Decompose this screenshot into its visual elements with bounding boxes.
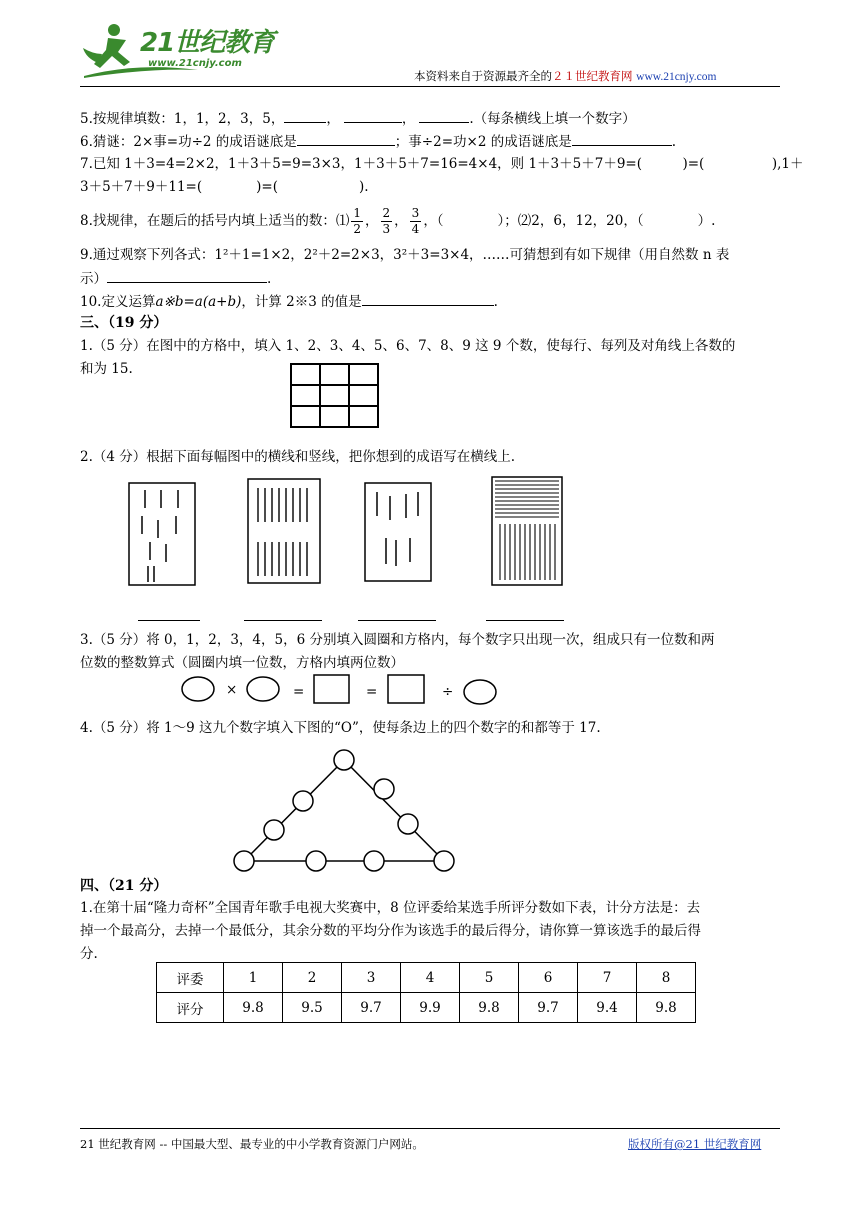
idiom-answer-line-2[interactable] [244, 620, 322, 621]
grid-cell[interactable] [291, 406, 320, 427]
table-cell: 6 [519, 963, 578, 993]
equation-circle-2 [247, 677, 279, 701]
idiom-figure-1 [128, 482, 196, 586]
grid-cell[interactable] [349, 406, 378, 427]
magic-square-grid[interactable] [290, 363, 379, 428]
s3q3-line2: 位数的整数算式（圆圈内填一位数，方格内填两位数） [80, 655, 404, 671]
triangle-diagram [228, 746, 462, 876]
footer-rule [80, 1128, 780, 1129]
logo [78, 18, 288, 80]
table-cell: 7 [578, 963, 637, 993]
q5: 5.按规律填数：1，1，2，3，5， ， ， .（每条横线上填一个数字） [80, 108, 636, 129]
triangle-node [234, 851, 254, 871]
table-cell: 9.8 [460, 993, 519, 1023]
table-cell: 1 [224, 963, 283, 993]
idiom-figure-3 [364, 482, 432, 582]
idiom-figure-4 [491, 476, 563, 586]
triangle-node [264, 820, 284, 840]
grid-cell[interactable] [349, 364, 378, 385]
grid-cell[interactable] [320, 364, 349, 385]
q8-fraction-3: $\frac{3}{4}$ [411, 206, 420, 236]
equals-sign-1: = [293, 684, 305, 700]
idiom-answer-line-3[interactable] [358, 620, 436, 621]
table-cell: 5 [460, 963, 519, 993]
s3q4: 4.（5 分）将 1～9 这九个数字填入下图的“O”，使每条边上的四个数字的和都等于 17. [80, 720, 601, 736]
q8-fraction-2: $\frac{2}{3}$ [382, 206, 391, 236]
table-cell: 8 [637, 963, 696, 993]
table-cell: 9.7 [519, 993, 578, 1023]
triangle-node [334, 750, 354, 770]
equals-sign-2: = [366, 684, 378, 700]
s3q1-line1: 1.（5 分）在图中的方格中，填入 1、2、3、4、5、6、7、8、9 这 9 个数，使每行、每列及对角线上各数的 [80, 338, 736, 354]
triangle-node [293, 791, 313, 811]
triangle-node [364, 851, 384, 871]
table-row [157, 993, 696, 1023]
q9-blank[interactable] [107, 268, 267, 283]
s3q3-line1: 3.（5 分）将 0，1，2，3，4，5，6 分别填入圆圈和方格内，每个数字只出现一次，组成只有一位数和两 [80, 632, 715, 648]
grid-cell[interactable] [320, 385, 349, 406]
idiom-figure-2 [247, 478, 321, 584]
s4q1-line2: 掉一个最高分，去掉一个最低分，其余分数的平均分作为该选手的最后得分，请你算一算该选手的最后得 [80, 923, 701, 939]
s4q1-line3: 分. [80, 946, 98, 962]
table-cell: 评分 [157, 993, 224, 1023]
idiom-answer-line-4[interactable] [486, 620, 564, 621]
q10: 10.定义运算a※b=a(a+b)，计算 2※3 的值是 . [80, 291, 498, 312]
q6: 6.猜谜：2×事=功÷2 的成语谜底是 ；事÷2=功×2 的成语谜底是 . [80, 131, 676, 152]
table-cell: 4 [401, 963, 460, 993]
q6-blank-2[interactable] [572, 131, 672, 146]
header-source: 本资料来自于资源最齐全的２１世纪教育网 www.21cnjy.com [414, 69, 717, 83]
table-cell: 9.7 [342, 993, 401, 1023]
table-cell: 评委 [157, 963, 224, 993]
table-cell: 9.8 [224, 993, 283, 1023]
table-cell: 9.4 [578, 993, 637, 1023]
triangle-node [374, 779, 394, 799]
logo-text: 21世纪教育 [140, 28, 275, 58]
footer-left: 21 世纪教育网 -- 中国最大型、最专业的中小学教育资源门户网站。 [80, 1137, 424, 1151]
header-source-url[interactable]: www.21cnjy.com [636, 71, 717, 83]
q5-blank-1[interactable] [284, 108, 326, 123]
grid-cell[interactable] [291, 364, 320, 385]
q8: 8.找规律，在题后的括号内填上适当的数：⑴ $\frac{1}{2}$ ， $\frac{2}{3}$ ， $\frac{3}{4}$ ，（ ）；⑵2，6，12，20，（ ）. [80, 206, 716, 236]
grid-cell[interactable] [291, 385, 320, 406]
footer-copyright-link[interactable]: 版权所有@21 世纪教育网 [628, 1137, 762, 1151]
q8-fraction-1: $\frac{1}{2}$ [353, 206, 362, 236]
q10-blank[interactable] [362, 291, 494, 306]
q5-blank-2[interactable] [344, 108, 402, 123]
section-3-title: 三、（19 分） [80, 315, 168, 331]
q5-blank-3[interactable] [419, 108, 469, 123]
q7-line1: 7.已知 1＋3=4=2×2，1＋3＋5=9=3×3，1＋3＋5＋7=16=4×4，则 1＋3＋5＋7＋9=( )=( ),1＋ [80, 156, 804, 172]
triangle-node [398, 814, 418, 834]
q6-blank-1[interactable] [297, 131, 395, 146]
equation-circle-3 [464, 680, 496, 704]
q10-formula: a※b=a(a+b) [155, 294, 242, 310]
divide-sign: ÷ [442, 684, 454, 700]
q9-line1: 9.通过观察下列各式：1²＋1=1×2，2²＋2=2×3，3²＋3=3×4，……可猜想到有如下规律（用自然数 n 表 [80, 247, 730, 263]
table-cell: 2 [283, 963, 342, 993]
equation-box-1 [314, 675, 349, 703]
score-table [156, 962, 696, 1023]
table-cell: 9.5 [283, 993, 342, 1023]
q9-line2: 示） . [80, 268, 271, 289]
s4q1-line1: 1.在第十届“隆力奇杯”全国青年歌手电视大奖赛中，8 位评委给某选手所评分数如下表，计分方法是：去 [80, 900, 701, 916]
logo-url: www.21cnjy.com [148, 58, 242, 69]
times-sign: × [226, 682, 238, 698]
q7-line2: 3＋5＋7＋9＋11=( )=( ). [80, 179, 369, 195]
idiom-answer-line-1[interactable] [138, 620, 200, 621]
grid-cell[interactable] [320, 406, 349, 427]
triangle-node [434, 851, 454, 871]
equation-circle-1 [182, 677, 214, 701]
s3q1-line2: 和为 15. [80, 361, 133, 377]
header-source-highlight: ２１世纪教育网 [552, 69, 633, 83]
table-cell: 9.9 [401, 993, 460, 1023]
equation-box-2 [388, 675, 424, 703]
table-cell: 3 [342, 963, 401, 993]
section-4-title: 四、（21 分） [80, 878, 168, 894]
s3q2: 2.（4 分）根据下面每幅图中的横线和竖线，把你想到的成语写在横线上. [80, 449, 516, 465]
grid-cell[interactable] [349, 385, 378, 406]
table-cell: 9.8 [637, 993, 696, 1023]
header-rule [80, 86, 780, 87]
table-row [157, 963, 696, 993]
triangle-node [306, 851, 326, 871]
